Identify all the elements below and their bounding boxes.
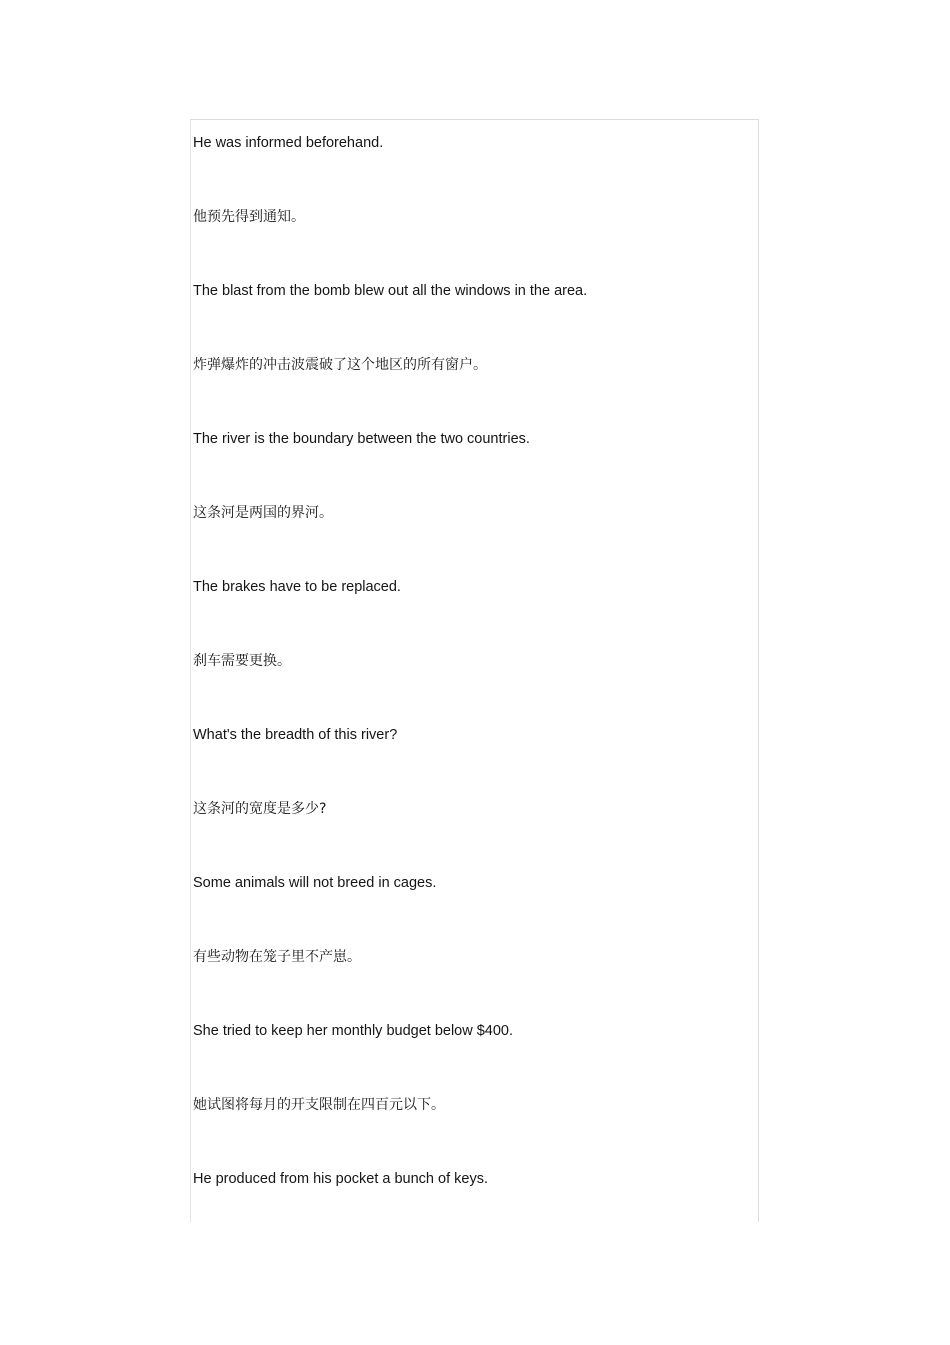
sentence-chinese: 这条河是两国的界河。 (193, 505, 333, 521)
sentence-english: He was informed beforehand. (193, 135, 384, 151)
sentence-english: The brakes have to be replaced. (193, 579, 401, 595)
sentence-english: The river is the boundary between the two countries. (193, 431, 530, 447)
sentence-english: The blast from the bomb blew out all the windows in the area. (193, 283, 588, 299)
sentence-english: Some animals will not breed in cages. (193, 875, 437, 891)
sentence-english: What's the breadth of this river? (193, 727, 398, 743)
text-frame (190, 119, 759, 1222)
sentence-chinese: 她试图将每月的开支限制在四百元以下。 (193, 1097, 445, 1113)
sentence-english: He produced from his pocket a bunch of keys. (193, 1171, 488, 1187)
sentence-chinese: 刹车需要更换。 (193, 653, 291, 669)
sentence-chinese: 这条河的宽度是多少? (193, 801, 327, 817)
sentence-english: She tried to keep her monthly budget below $400. (193, 1023, 514, 1039)
sentence-chinese: 炸弹爆炸的冲击波震破了这个地区的所有窗户。 (193, 357, 487, 373)
sentence-chinese: 他预先得到通知。 (193, 209, 305, 225)
sentence-chinese: 有些动物在笼子里不产崽。 (193, 949, 361, 965)
